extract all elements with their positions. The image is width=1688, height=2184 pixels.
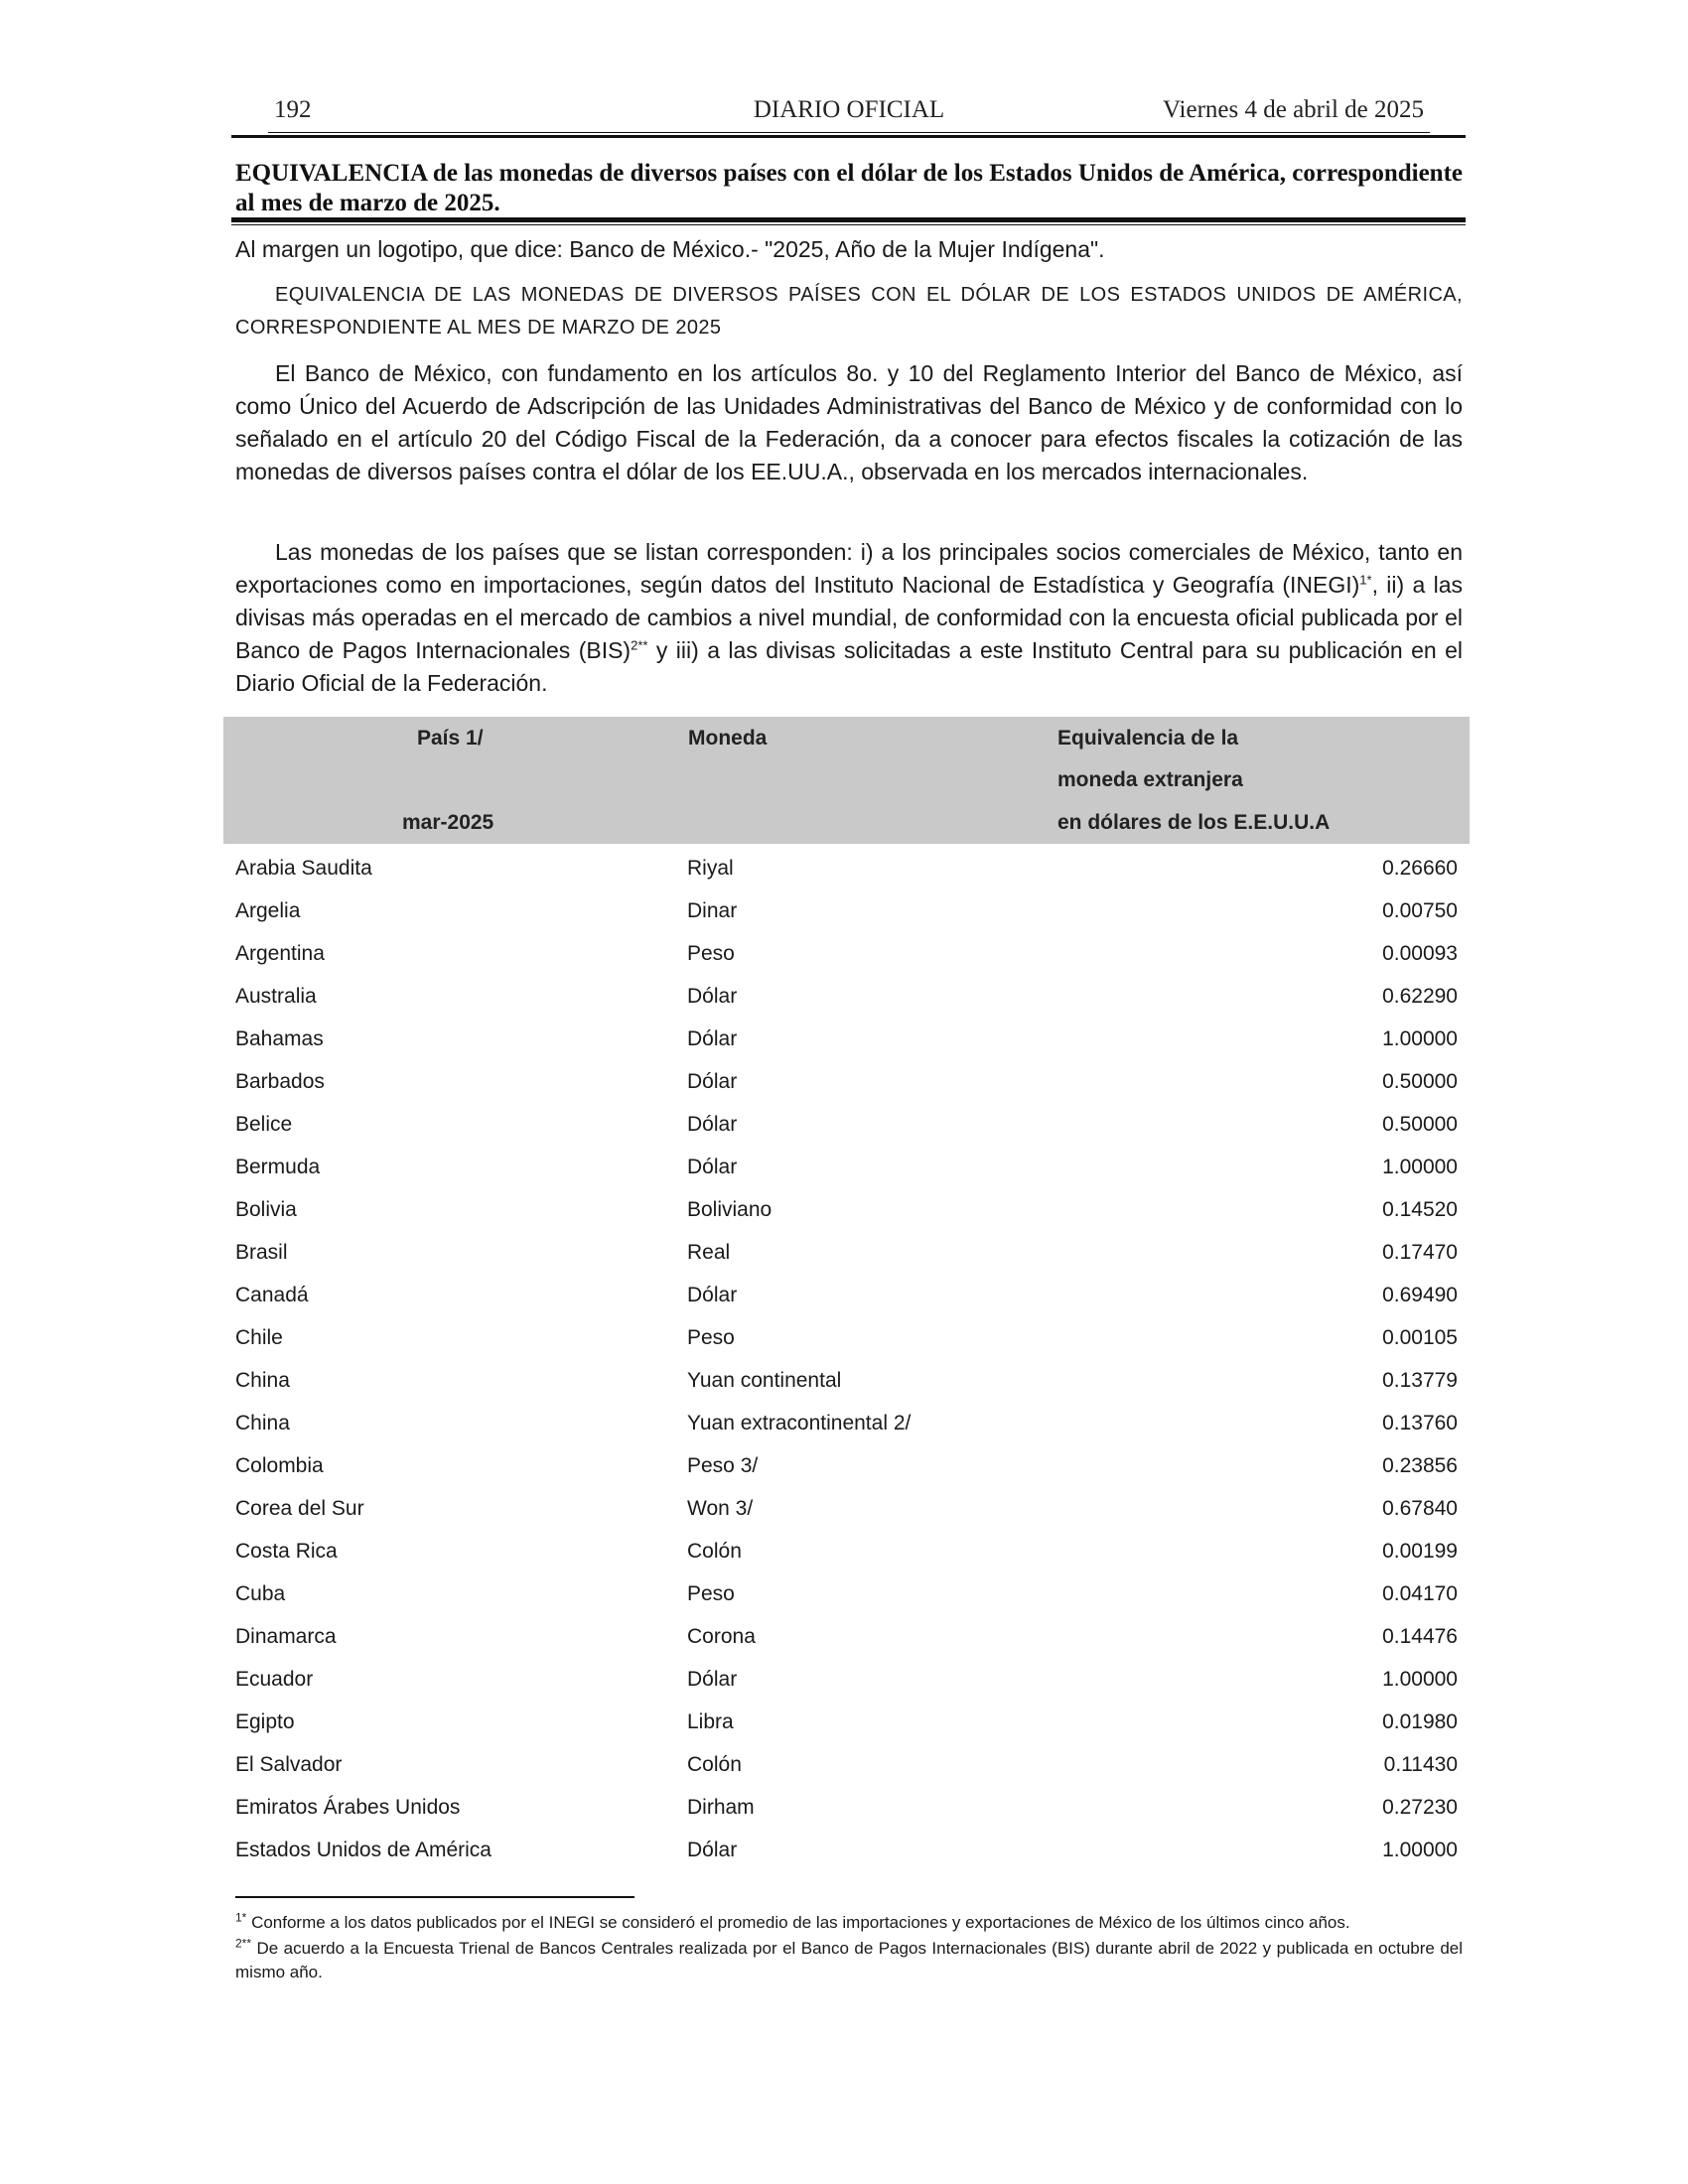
table-row <box>235 1318 1463 1361</box>
cell-valor: 0.00105 <box>1382 1326 1458 1349</box>
document-title: EQUIVALENCIA de las monedas de diversos países con el dólar de los Estados Unidos de América, correspondiente al mes de marzo de 2025. <box>235 160 1463 216</box>
cell-moneda: Dólar <box>687 1113 738 1136</box>
table-row <box>235 934 1463 977</box>
cell-pais: Dinamarca <box>235 1625 337 1648</box>
cell-pais: Argelia <box>235 899 301 922</box>
cell-moneda: Peso <box>687 1582 735 1605</box>
cell-valor: 0.14520 <box>1382 1198 1458 1221</box>
title-rule-thin <box>231 224 1466 225</box>
footnote-mark: 2** <box>235 1936 252 1951</box>
footnote-text: De acuerdo a la Encuesta Trienal de Bancos Centrales realizada por el Banco de Pagos Internacionales (BIS) durante abril de 2022 y publicada en octubre del mismo año. <box>235 1939 1463 1981</box>
footnote-text: Conforme a los datos publicados por el INEGI se consideró el promedio de las importaciones y exportaciones de México de los últimos cinco años. <box>246 1913 1350 1932</box>
table-row <box>235 1660 1463 1703</box>
cell-moneda: Peso <box>687 1326 735 1349</box>
cell-moneda: Libra <box>687 1710 734 1733</box>
cell-valor: 0.01980 <box>1382 1710 1458 1733</box>
table-row <box>235 1148 1463 1190</box>
cell-valor: 0.67840 <box>1382 1497 1458 1520</box>
cell-valor: 0.13779 <box>1382 1369 1458 1392</box>
table-row <box>235 1831 1463 1873</box>
cell-valor: 0.27230 <box>1382 1796 1458 1819</box>
cell-moneda: Yuan extracontinental 2/ <box>687 1412 912 1434</box>
cell-pais: Egipto <box>235 1710 295 1733</box>
cell-pais: Emiratos Árabes Unidos <box>235 1796 461 1819</box>
column-header-equivalencia-1: Equivalencia de la <box>1057 727 1239 750</box>
paragraph-legal-basis: El Banco de México, con fundamento en los artículos 8o. y 10 del Reglamento Interior del Banco de México, así como Único del Acuerdo de Adscripción de las Unidades Administrativas del Banco de México y de conformidad con lo señalado en el artículo 20 del Código Fiscal de la Federación, da a conocer para efectos fiscales la cotización de las monedas de diversos países contra el dólar de los EE.UU.A., observada en los mercados internacionales. <box>235 360 1463 484</box>
cell-moneda: Dirham <box>687 1796 755 1819</box>
cell-pais: Arabia Saudita <box>235 857 372 880</box>
cell-pais: Ecuador <box>235 1668 314 1691</box>
table-row <box>235 1105 1463 1148</box>
paragraph-text-a: Las monedas de los países que se listan corresponden: i) a los principales socios comerciales de México, tanto en exportaciones como en importaciones, según datos del Instituto Nacional de Estadística y Geografía (INEGI) <box>235 539 1463 598</box>
cell-pais: China <box>235 1369 290 1392</box>
footnote <box>235 1937 1463 1984</box>
paragraph-text-b: , ii) a las divisas más operadas en el mercado de cambios a nivel mundial, de conformidad con la encuesta oficial publicada por el Banco de Pagos Internacionales (BIS) <box>235 572 1463 663</box>
cell-valor: 0.17470 <box>1382 1241 1458 1264</box>
cell-moneda: Peso 3/ <box>687 1454 759 1477</box>
table-row <box>235 977 1463 1020</box>
cell-valor: 0.13760 <box>1382 1412 1458 1434</box>
table-row <box>235 849 1463 891</box>
cell-valor: 0.00199 <box>1382 1540 1458 1563</box>
cell-pais: Canadá <box>235 1284 309 1306</box>
cell-pais: Cuba <box>235 1582 286 1605</box>
column-header-periodo: mar-2025 <box>402 811 494 834</box>
cell-moneda: Dólar <box>687 1668 738 1691</box>
table-row <box>235 1703 1463 1745</box>
cell-moneda: Real <box>687 1241 731 1264</box>
table-body <box>235 849 1463 1873</box>
cell-valor: 0.69490 <box>1382 1284 1458 1306</box>
table-row <box>235 1745 1463 1788</box>
cell-moneda: Peso <box>687 942 735 965</box>
table-row <box>235 1446 1463 1489</box>
cell-pais: Corea del Sur <box>235 1497 364 1520</box>
cell-valor: 0.00093 <box>1382 942 1458 965</box>
title-rule-thick <box>231 217 1466 222</box>
cell-pais: Barbados <box>235 1070 325 1093</box>
footnotes <box>235 1911 1463 1986</box>
table-row <box>235 1190 1463 1233</box>
cell-moneda: Dólar <box>687 1070 738 1093</box>
cell-moneda: Dólar <box>687 1839 738 1861</box>
cell-valor: 0.00750 <box>1382 899 1458 922</box>
table-row <box>235 1574 1463 1617</box>
table-header <box>223 717 1470 844</box>
table-row <box>235 1788 1463 1831</box>
table-row <box>235 1233 1463 1276</box>
cell-moneda: Won 3/ <box>687 1497 754 1520</box>
cell-valor: 0.26660 <box>1382 857 1458 880</box>
column-header-moneda: Moneda <box>688 727 768 750</box>
paragraph-text-c: y iii) a las divisas solicitadas a este Instituto Central para su publicación en el Diario Oficial de la Federación. <box>235 637 1463 696</box>
cell-moneda: Dinar <box>687 899 738 922</box>
page-header <box>268 96 1430 130</box>
cell-moneda: Corona <box>687 1625 756 1648</box>
footnote-rule <box>235 1896 634 1898</box>
header-rule-bottom <box>231 135 1466 138</box>
cell-moneda: Dólar <box>687 1027 738 1050</box>
cell-pais: El Salvador <box>235 1753 343 1776</box>
cell-pais: Bahamas <box>235 1027 324 1050</box>
footnote-mark: 1* <box>235 1910 247 1925</box>
page-number: 192 <box>274 96 312 123</box>
cell-pais: Australia <box>235 985 317 1008</box>
caps-title: EQUIVALENCIA DE LAS MONEDAS DE DIVERSOS PAÍSES CON EL DÓLAR DE LOS ESTADOS UNIDOS DE AMÉRICA, CORRESPONDIENTE AL MES DE MARZO DE 2025 <box>235 284 1463 339</box>
table-row <box>235 1062 1463 1105</box>
cell-moneda: Dólar <box>687 1284 738 1306</box>
cell-valor: 0.11430 <box>1383 1753 1458 1776</box>
cell-valor: 0.14476 <box>1382 1625 1458 1648</box>
cell-moneda: Yuan continental <box>687 1369 842 1392</box>
cell-pais: Bolivia <box>235 1198 297 1221</box>
cell-valor: 0.04170 <box>1382 1582 1458 1605</box>
column-header-pais: País 1/ <box>417 727 484 750</box>
table-row <box>235 1617 1463 1660</box>
cell-moneda: Dólar <box>687 1156 738 1178</box>
publication-date: Viernes 4 de abril de 2025 <box>1162 96 1424 123</box>
cell-valor: 1.00000 <box>1382 1027 1458 1050</box>
cell-pais: Colombia <box>235 1454 324 1477</box>
cell-pais: Belice <box>235 1113 293 1136</box>
paragraph-currency-selection <box>235 536 1463 700</box>
footnote <box>235 1911 1463 1935</box>
cell-moneda: Colón <box>687 1753 742 1776</box>
table-row <box>235 1361 1463 1404</box>
cell-valor: 1.00000 <box>1382 1156 1458 1178</box>
footnote-ref-2: 2** <box>631 637 648 653</box>
cell-valor: 0.62290 <box>1382 985 1458 1008</box>
cell-valor: 1.00000 <box>1382 1668 1458 1691</box>
table-row <box>235 1276 1463 1318</box>
cell-valor: 0.23856 <box>1382 1454 1458 1477</box>
publication-name: DIARIO OFICIAL <box>753 96 945 123</box>
cell-valor: 1.00000 <box>1382 1839 1458 1861</box>
cell-pais: Brasil <box>235 1241 288 1264</box>
table-row <box>235 1489 1463 1532</box>
cell-pais: Estados Unidos de América <box>235 1839 492 1861</box>
cell-pais: Chile <box>235 1326 283 1349</box>
cell-valor: 0.50000 <box>1382 1113 1458 1136</box>
cell-pais: China <box>235 1412 290 1434</box>
cell-moneda: Colón <box>687 1540 742 1563</box>
cell-moneda: Riyal <box>687 857 734 880</box>
cell-pais: Costa Rica <box>235 1540 338 1563</box>
column-header-equivalencia-3: en dólares de los E.E.U.U.A <box>1057 811 1331 834</box>
cell-moneda: Dólar <box>687 985 738 1008</box>
margin-note: Al margen un logotipo, que dice: Banco de México.- "2025, Año de la Mujer Indígena". <box>235 236 1105 262</box>
table-row <box>235 891 1463 934</box>
cell-pais: Argentina <box>235 942 325 965</box>
footnote-ref-1: 1* <box>1359 572 1372 588</box>
table-row <box>235 1532 1463 1574</box>
table-row <box>235 1020 1463 1062</box>
cell-moneda: Boliviano <box>687 1198 773 1221</box>
cell-valor: 0.50000 <box>1382 1070 1458 1093</box>
table-row <box>235 1404 1463 1446</box>
cell-pais: Bermuda <box>235 1156 321 1178</box>
column-header-equivalencia-2: moneda extranjera <box>1057 768 1243 791</box>
header-rule-top <box>268 132 1430 133</box>
